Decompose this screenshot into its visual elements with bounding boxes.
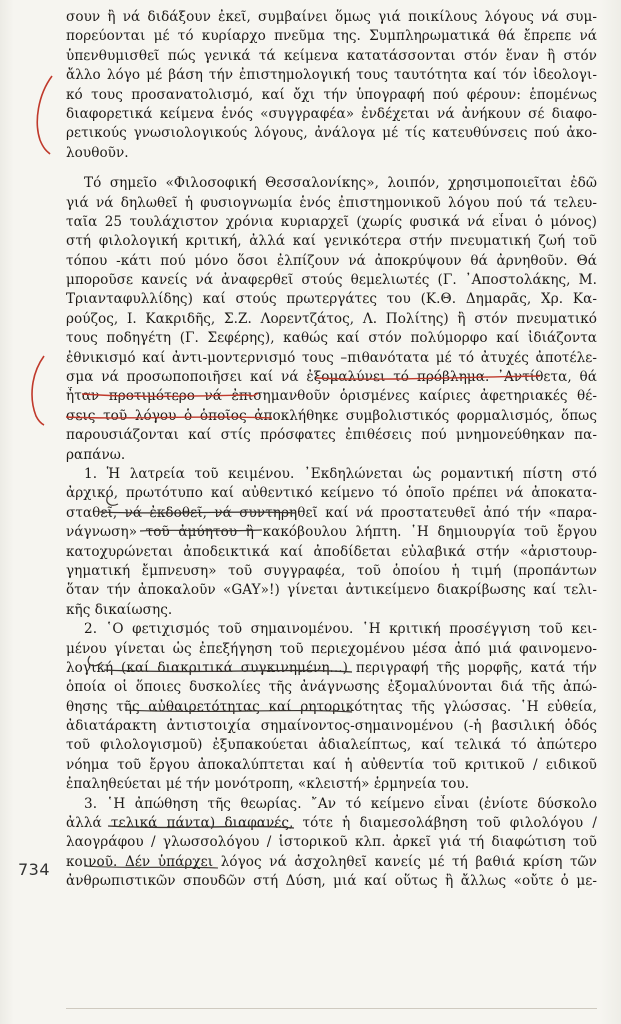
text-line: ραπάνω. <box>66 446 126 463</box>
text-line: μένου γίνεται ὡς ἐπεξήγηση τοῦ περιεχομένου μέσα ἀπό μιά φαινομενο- <box>66 640 597 657</box>
text-line: λογική (καί διακριτικά συγκινημένη...) περιγραφή τῆς μορφῆς, κατά τήν <box>66 659 597 676</box>
text-line: νόημα τοῦ ἔργου ἀποκαλύπτεται καί ἡ αὐθεντία τοῦ κριτικοῦ / ειδικοῦ <box>66 756 597 773</box>
red-margin-bracket-2 <box>32 356 44 425</box>
text-line: τοῦ φιλολογισμοῦ) ἐξυπακούεται ἀδιαλείπτως, καί τελικά τό ἀπώτερο <box>66 737 597 754</box>
text-line: στή φιλολογική κριτική, ἀλλά καί γενικότερα στήν πνευματική ζωή τοῦ <box>66 233 597 250</box>
text-line: πορεύονται μέ τό κυρίαρχο πνεῦμα της. Συμπληρωματικά θά ἔπρεπε νά <box>66 28 597 45</box>
text-line: λουθοῦν. <box>66 144 129 161</box>
text-line: 3. ῾Η ἀπώθηση τῆς θεωρίας. ῎Αν τό κείμενο εἶναι (ἐνίοτε δύσκολο <box>84 795 597 812</box>
text-line: μποροῦσε κανείς νά ἀναφερθεῖ στούς θεμελιωτές (Γ. ᾿Αποστολάκης, Μ. <box>66 272 597 289</box>
text-line: ἀλλά τελικά πάντα) διαφανές, τότε ἡ διαμεσολάβηση τοῦ φιλολόγου / <box>66 815 597 832</box>
text-line: ἀρχικό, πρωτότυπο καί αὐθεντικό κείμενο τό ὁποῖο πρέπει νά ἀποκατα- <box>66 485 597 502</box>
text-line: ὁποία οἱ ὅποιες δυσκολίες τῆς ἀνάγνωσης ἐξομαλύνονται διά τῆς ἀπώ- <box>66 679 597 696</box>
page-number: 734 <box>18 860 51 879</box>
text-line: ὑπενθυμισθεῖ πώς γενικά τά κείμενα κατατάσσονται στόν ἕναν ἢ στόν <box>66 47 597 64</box>
text-line: ρετικούς γνωσιολογικούς λόγους, ἀνάλογα μέ τίς κατευθύνσεις πού ἀκο- <box>66 125 597 142</box>
page-bottom-edge <box>66 1008 597 1009</box>
text-line: κῆς δικαίωσης. <box>66 601 173 618</box>
text-line: Τό σημεῖο «Φιλοσοφική Θεσσαλονίκης», λοιπόν, χρησιμοποιεῖται ἐδῶ <box>84 175 597 192</box>
text-line: λαογράφου / γλωσσολόγου / ἱστορικοῦ κλπ. ἀρκεῖ γιά τή διαφώτιση τοῦ <box>66 834 597 851</box>
text-line: 2. ῾Ο φετιχισμός τοῦ σημαινομένου. ῾Η κριτική προσέγγιση τοῦ κει- <box>84 621 597 638</box>
text-line: σταθεῖ, νά ἐκδοθεῖ, νά συντηρηθεῖ καί νά προστατευθεῖ ἀπό τήν «παρα- <box>66 504 597 521</box>
text-line: θησης τῆς αὐθαιρετότητας καί ρητορικότητας τῆς γλώσσας. ῾Η εὐθεία, <box>66 698 597 715</box>
text-line: νάγνωση» τοῦ ἀμύητου ἢ κακόβουλου λήπτη. ῾Η δημιουργία τοῦ ἔργου <box>66 524 597 541</box>
text-line: γιά νά δηλωθεῖ ἡ φυσιογνωμία ἑνός ἐπιστημονικοῦ λόγου πού τά τελευ- <box>66 194 597 211</box>
text-line: ρούζος, Ι. Κακριδῆς, Σ.Ζ. Λορεντζάτος, Λ. Πολίτης) ἢ στόν πνευματικό <box>66 310 597 327</box>
text-line: παρουσιάζονται καί στίς πρόσφατες ἐπιθέσεις πού μνημονεύθηκαν πα- <box>66 427 597 444</box>
text-line: τους ποδηγέτη (Γ. Σεφέρης), καθώς καί στόν πολύμορφο καί ἰδιάζοντα <box>66 330 597 347</box>
text-line: κοινοῦ. Δέν ὑπάρχει λόγος νά ἀσχοληθεῖ κανείς μέ τή βαθιά κρίση τῶν <box>66 853 597 870</box>
text-line: Τριανταφυλλίδης) καί στούς πρωτεργάτες του (Κ.Θ. Δημαρᾶς, Χρ. Κα- <box>66 291 597 308</box>
text-line: σεις τοῦ λόγου ὁ ὁποῖος ἀποκλήθηκε συμβολιστικός φορμαλισμός, ὅπως <box>66 407 597 424</box>
text-line: τόπου -κάτι πού μόνο ὅσοι ἐλπίζουν νά ἀποκρύψουν θά ἀρνηθοῦν. Θά <box>66 252 597 269</box>
text-line: σμα νά προσωποποιῆσει καί νά ἐξομαλύνει τό πρόβλημα. ᾿Αντίθετα, θά <box>66 369 597 386</box>
text-line: σουν ἢ νά διδάξουν ἐκεῖ, συμβαίνει ὅμως γιά ποικίλους λόγους νά συμ- <box>66 9 597 25</box>
text-line: ὅταν τήν ἀποκαλοῦν «GAY»!) γίνεται ἀντικείμενο διακρίβωσης καί τελι- <box>66 582 597 599</box>
text-line: γηματική ἔμπνευση» τοῦ συγγραφέα, τοῦ ὁποίου ἡ τιμή (προπάντων <box>66 562 597 579</box>
text-line: ἀδιατάρακτη ἀντιστοιχία σημαίνοντος-σημαινομένου (-ἡ βασιλική ὁδός <box>66 718 597 735</box>
text-line: ἀνθρωπιστικῶν σπουδῶν στή Δύση, μιά καί οὕτως ἢ ἄλλως «οὔτε ὁ με- <box>66 873 597 890</box>
paragraph-gap <box>66 163 597 174</box>
text-line: κό τους προσανατολισμό, καί ὄχι τήν ὑπογραφή πού φέρουν: ἑπομένως <box>66 86 597 103</box>
text-line: ἐθνικισμό καί ἀντι-μοντερνισμό τους –πιθανότατα μέ τό ἀτυχές ἀποτέλε- <box>66 349 597 366</box>
body-text <box>66 8 597 892</box>
text-line: 1. Ἡ λατρεία τοῦ κειμένου. ᾿Εκδηλώνεται ὡς ρομαντική πίστη στό <box>84 465 597 482</box>
red-margin-bracket-1 <box>37 76 52 154</box>
text-line: ταῖα 25 τουλάχιστον χρόνια κυριαρχεῖ (χωρίς φυσικά νά εἶναι ὁ μόνος) <box>66 213 597 230</box>
text-line: διαφορετικά κείμενα ἑνός «συγγραφέα» ἐνδέχεται νά ἀνήκουν σέ διαφο- <box>66 105 597 122</box>
text-line: ἐπαληθεύεται μέ τήν μονότροπη, «κλειστή» ἑρμηνεία του. <box>66 776 470 793</box>
text-line: ἄλλο λόγο μέ βάση τήν ἐπιστημολογική τους ταυτότητα καί τόν ἰδεολογι- <box>66 67 597 84</box>
text-line: ἦταν προτιμότερο νά ἐπισημανθοῦν ὁρισμένες καίριες ἀφετηριακές θέ- <box>66 388 597 405</box>
text-line: κατοχυρώνεται ἀποδεικτικά καί ἀποδίδεται εὐλαβικά στήν «ἀριστουρ- <box>66 543 597 560</box>
